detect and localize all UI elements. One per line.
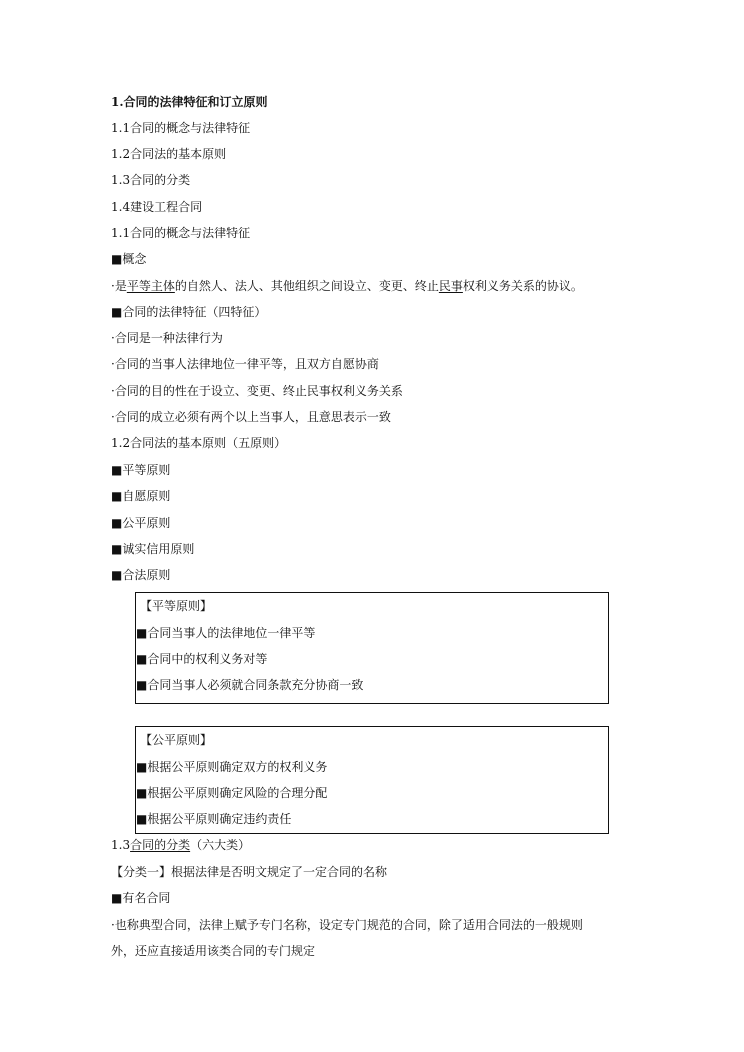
feature-item: ·合同的当事人法律地位一律平等，且双方自愿协商	[111, 357, 379, 371]
toc-item: 1.3合同的分类	[111, 173, 191, 187]
feature-item: ·合同的目的性在于设立、变更、终止民事权利义务关系	[111, 384, 403, 398]
black-square-bullet: ■	[111, 891, 123, 905]
concept-heading	[111, 251, 146, 267]
black-square-bullet: ■	[111, 252, 123, 266]
classification-heading: 1.3合同的分类（六大类）	[111, 838, 251, 852]
box-item: ■合同当事人必须就合同条款充分协商一致	[136, 678, 364, 692]
subsection-heading: 1.1合同的概念与法律特征	[111, 226, 251, 240]
box-item: ■合同中的权利义务对等	[136, 652, 268, 666]
black-square-bullet: ■	[111, 516, 123, 530]
black-square-bullet: ■	[111, 489, 123, 503]
named-contract-heading: ■有名合同	[111, 891, 171, 905]
box-item: ■根据公平原则确定风险的合理分配	[136, 786, 328, 800]
principle-item: ■合法原则	[111, 568, 171, 582]
principle-item: ■自愿原则	[111, 489, 171, 503]
toc-item: 1.4建设工程合同	[111, 200, 203, 214]
underlined-term: 民事	[438, 279, 463, 293]
category-one: 【分类一】根据法律是否明文规定了一定合同的名称	[111, 865, 388, 879]
toc-item: 1.2合同法的基本原则	[111, 147, 227, 161]
box-item: ■根据公平原则确定双方的权利义务	[136, 760, 328, 774]
named-contract-desc: ·也称典型合同，法律上赋予专门名称，设定专门规范的合同，除了适用合同法的一般规则	[111, 918, 583, 932]
box-title: 【平等原则】	[140, 599, 213, 613]
toc-item: 1.1合同的概念与法律特征	[111, 121, 251, 135]
black-square-bullet: ■	[111, 568, 123, 582]
section-heading: 1.合同的法律特征和订立原则	[111, 95, 268, 109]
box-item: ■根据公平原则确定违约责任	[136, 812, 292, 826]
principle-item: ■公平原则	[111, 516, 171, 530]
fairness-principle-box	[135, 726, 609, 834]
principles-heading: 1.2合同法的基本原则（五原则）	[111, 436, 287, 450]
concept-definition: ·是平等主体的自然人、法人、其他组织之间设立、变更、终止民事权利义务关系的协议。	[111, 279, 583, 293]
principle-item: ■平等原则	[111, 463, 171, 477]
named-contract-desc-cont: 外，还应直接适用该类合同的专门规定	[111, 944, 316, 958]
feature-item: ·合同的成立必须有两个以上当事人，且意思表示一致	[111, 410, 391, 424]
box-item: ■合同当事人的法律地位一律平等	[136, 626, 316, 640]
underlined-term: 合同的分类	[130, 838, 191, 852]
features-heading: ■合同的法律特征（四特征）	[111, 305, 267, 319]
black-square-bullet: ■	[111, 463, 123, 477]
black-square-bullet: ■	[111, 542, 123, 556]
concept-label: 概念	[122, 252, 147, 266]
underlined-term: 平等主体	[126, 279, 175, 293]
principle-item: ■诚实信用原则	[111, 542, 195, 556]
equality-principle-box	[135, 592, 609, 704]
feature-item: ·合同是一种法律行为	[111, 331, 223, 345]
black-square-bullet: ■	[111, 305, 123, 319]
box-title: 【公平原则】	[140, 733, 213, 747]
